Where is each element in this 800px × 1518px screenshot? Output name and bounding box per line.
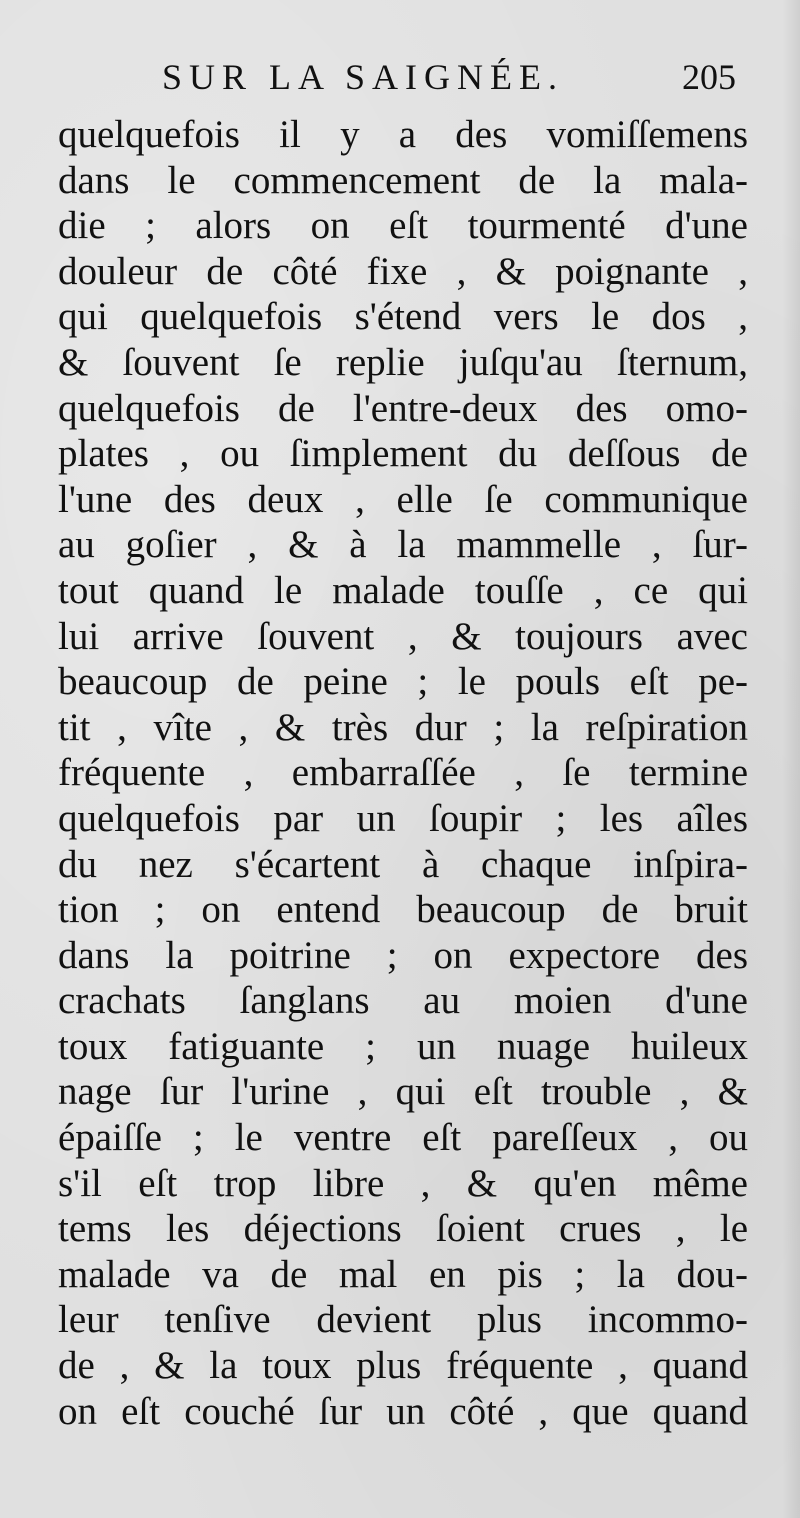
page-header [120,52,750,102]
text-line: au goſier , & à la mammelle , ſur- [58,523,748,567]
text-line: de , & la toux plus fréquente , quand [58,1344,748,1388]
text-line: quelquefois par un ſoupir ; les aîles [58,796,748,840]
page-edge-shadow [782,0,800,1518]
text-line: on eſt couché ſur un côté , que quand [58,1389,748,1433]
text-line: quelquefois de l'entre-deux des omo- [58,386,748,430]
text-line: l'une des deux , elle ſe communique [58,477,748,521]
text-line: leur tenſive devient plus incommo- [58,1298,748,1342]
running-head: SUR LA SAIGNÉE. [162,57,565,97]
text-line: plates , ou ſimplement du deſſous de [58,432,748,476]
text-line: nage ſur l'urine , qui eſt trouble , & [58,1070,748,1114]
text-line: épaiſſe ; le ventre eſt pareſſeux , ou [58,1116,748,1160]
text-line: malade va de mal en pis ; la dou- [58,1252,748,1296]
text-line: toux fatiguante ; un nuage huileux [58,1024,748,1068]
page-number: 205 [682,57,736,97]
text-line: douleur de côté fixe , & poignante , [58,249,748,293]
text-line: die ; alors on eſt tourmenté d'une [58,204,748,248]
text-line: & ſouvent ſe replie juſqu'au ſternum, [58,340,748,384]
text-line: dans le commencement de la mala- [58,158,748,202]
text-line: tems les déjections ſoient crues , le [58,1207,748,1251]
text-line: quelquefois il y a des vomiſſemens [58,113,748,156]
text-line: du nez s'écartent à chaque inſpira- [58,842,748,886]
text-line: tit , vîte , & très dur ; la reſpiration [58,705,748,749]
text-line: tout quand le malade touſſe , ce qui [58,568,748,612]
text-line: dans la poitrine ; on expectore des [58,933,748,977]
text-line: qui quelquefois s'étend vers le dos , [58,295,748,339]
text-line: lui arrive ſouvent , & toujours avec [58,614,748,658]
text-line: s'il eſt trop libre , & qu'en même [58,1161,748,1205]
text-line: fréquente , embarraſſée , ſe termine [58,751,748,795]
text-line: tion ; on entend beaucoup de bruit [58,888,748,932]
body-text [58,112,748,1434]
text-line: crachats ſanglans au moien d'une [58,979,748,1023]
text-line: beaucoup de peine ; le pouls eſt pe- [58,660,748,704]
